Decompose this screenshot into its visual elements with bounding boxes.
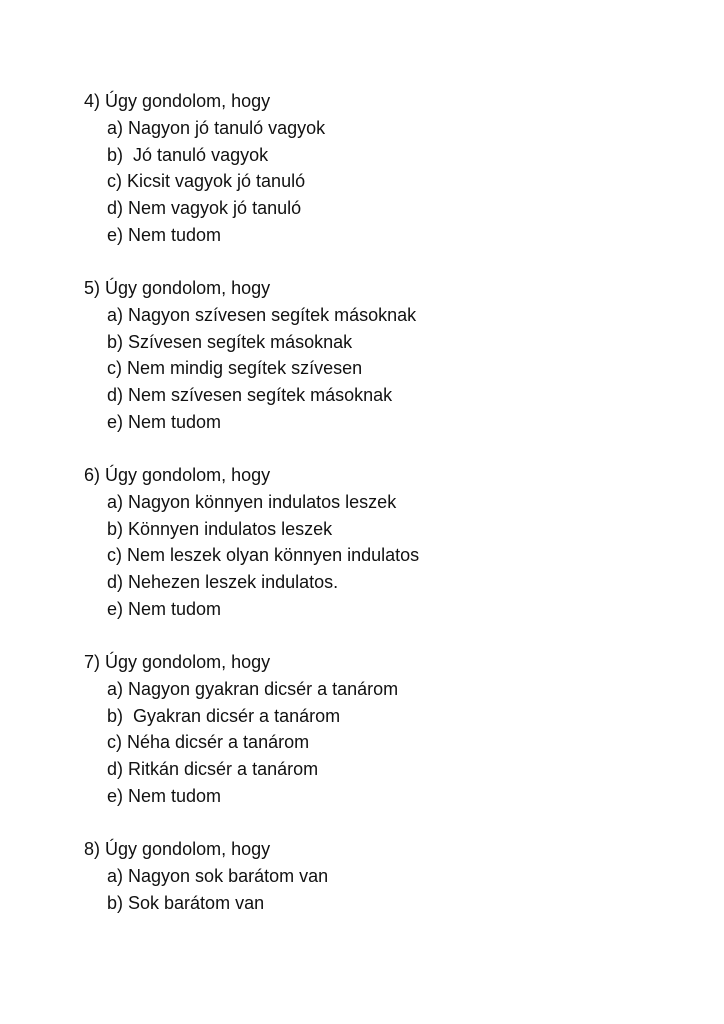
answer-text: Nagyon sok barátom van [128,865,329,886]
answer-option-e [107,409,644,436]
answer-option-b [107,329,644,356]
question-heading [84,88,644,115]
answer-option-e [107,783,644,810]
question-text: Úgy gondolom, hogy [105,652,271,672]
answer-letter: e) [107,598,124,619]
question-5 [84,275,644,436]
answer-text: Nehezen leszek indulatos. [128,572,339,593]
question-heading [84,275,644,302]
answer-option-c [107,729,644,756]
answer-list [84,676,644,810]
answer-letter: d) [107,759,124,780]
answer-list [84,863,644,917]
answer-text: Nem szívesen segítek másoknak [128,385,393,406]
answer-letter: b) [107,892,124,913]
question-text: Úgy gondolom, hogy [105,465,271,485]
question-text: Úgy gondolom, hogy [105,278,271,298]
answer-option-b [107,890,644,917]
answer-text: Nem leszek olyan könnyen indulatos [127,545,420,566]
answer-option-e [107,222,644,249]
answer-text: Nem tudom [128,411,222,432]
answer-text: Jó tanuló vagyok [128,144,269,165]
answer-list [84,489,644,623]
answer-letter: e) [107,224,124,245]
answer-option-b [107,142,644,169]
question-number: 5) [84,278,101,298]
question-number: 6) [84,465,101,485]
answer-text: Nagyon jó tanuló vagyok [128,117,326,138]
question-number: 4) [84,91,101,111]
answer-text: Nagyon könnyen indulatos leszek [128,491,397,512]
answer-option-b [107,516,644,543]
question-8 [84,836,644,916]
answer-text: Nem mindig segítek szívesen [127,358,363,379]
answer-option-c [107,542,644,569]
answer-option-d [107,756,644,783]
answer-text: Nagyon szívesen segítek másoknak [128,304,417,325]
answer-letter: d) [107,385,124,406]
answer-text: Könnyen indulatos leszek [128,518,333,539]
answer-text: Nem vagyok jó tanuló [128,198,302,219]
answer-option-d [107,569,644,596]
answer-text: Gyakran dicsér a tanárom [128,705,341,726]
answer-list [84,302,644,436]
answer-option-a [107,115,644,142]
answer-text: Szívesen segítek másoknak [128,331,353,352]
answer-text: Néha dicsér a tanárom [127,732,310,753]
answer-letter: e) [107,411,124,432]
question-6 [84,462,644,623]
answer-letter: c) [107,358,122,379]
answer-letter: a) [107,117,124,138]
answer-letter: a) [107,865,124,886]
question-4 [84,88,644,249]
answer-letter: b) [107,518,124,539]
answer-text: Ritkán dicsér a tanárom [128,759,319,780]
answer-option-a [107,863,644,890]
answer-option-a [107,489,644,516]
answer-letter: b) [107,705,124,726]
answer-option-a [107,676,644,703]
answer-letter: d) [107,572,124,593]
answer-text: Nem tudom [128,785,222,806]
answer-option-a [107,302,644,329]
answer-text: Sok barátom van [128,892,265,913]
question-heading [84,649,644,676]
answer-option-e [107,596,644,623]
answer-letter: a) [107,491,124,512]
answer-letter: a) [107,304,124,325]
question-7 [84,649,644,810]
answer-option-c [107,355,644,382]
answer-text: Kicsit vagyok jó tanuló [127,171,306,192]
question-heading [84,462,644,489]
question-number: 7) [84,652,101,672]
answer-letter: c) [107,545,122,566]
answer-list [84,115,644,249]
question-text: Úgy gondolom, hogy [105,91,271,111]
answer-letter: b) [107,144,124,165]
answer-letter: b) [107,331,124,352]
answer-option-b [107,703,644,730]
question-number: 8) [84,839,101,859]
question-heading [84,836,644,863]
answer-text: Nem tudom [128,224,222,245]
answer-option-d [107,195,644,222]
answer-text: Nagyon gyakran dicsér a tanárom [128,678,399,699]
answer-text: Nem tudom [128,598,222,619]
answer-letter: e) [107,785,124,806]
answer-letter: d) [107,198,124,219]
answer-option-c [107,168,644,195]
question-text: Úgy gondolom, hogy [105,839,271,859]
answer-option-d [107,382,644,409]
answer-letter: c) [107,732,122,753]
answer-letter: c) [107,171,122,192]
answer-letter: a) [107,678,124,699]
